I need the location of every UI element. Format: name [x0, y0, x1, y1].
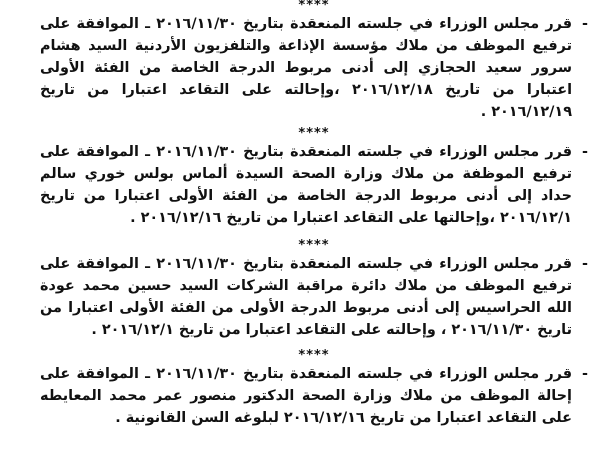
bullet-dash: -	[582, 256, 588, 272]
separator-stars: ****	[298, 238, 330, 253]
bullet-dash: -	[582, 16, 588, 32]
announcement-text: قرر مجلس الوزراء في جلسته المنعقدة بتاريخ ٢٠١٦/١١/٣٠ ـ الموافقة على ترفيع الموظفة من ملاك وزارة الصحة السيدة ألماس بولس خوري سالم حداد إلى أدنى مربوط الدرجة الخاصة من الفئة الأولى اعتبارا من تاريخ ٢٠١٦/١٢/١ ،وإحالتها على التقاعد اعتبارا من تاريخ ٢٠١٦/١٢/١٦ .	[40, 144, 572, 226]
announcement-entry-1	[40, 13, 588, 123]
bullet-dash: -	[582, 366, 588, 382]
separator-stars: ****	[298, 0, 330, 13]
bullet-dash: -	[582, 144, 588, 160]
separator-stars: ****	[298, 126, 330, 141]
announcement-text: قرر مجلس الوزراء في جلسته المنعقدة بتاريخ ٢٠١٦/١١/٣٠ ـ الموافقة على إحالة الموظف من ملاك وزارة الصحة الدكتور منصور عمر محمد المعايطه على التقاعد اعتبارا من تاريخ ٢٠١٦/١٢/١٦ لبلوغه السن القانونية .	[40, 366, 572, 426]
separator-stars: ****	[298, 348, 330, 363]
announcement-text: قرر مجلس الوزراء في جلسته المنعقدة بتاريخ ٢٠١٦/١١/٣٠ ـ الموافقة على ترفيع الموظف من ملاك مؤسسة الإذاعة والتلفزيون الأردنية السيد هشام سرور سعيد الحجازي إلى أدنى مربوط الدرجة الخاصة من الفئة الأولى اعتبارا من تاريخ ٢٠١٦/١٢/١٨ ،وإحالته على التقاعد اعتبارا من تاريخ ٢٠١٦/١٢/١٩ .	[40, 16, 573, 120]
announcement-entry-4	[40, 363, 588, 429]
announcement-text: قرر مجلس الوزراء في جلسته المنعقدة بتاريخ ٢٠١٦/١١/٣٠ ـ الموافقة على ترفيع الموظف من ملاك دائرة مراقبة الشركات السيد حسين محمد عودة الله الحراسيس إلى أدنى مربوط الدرجة الأولى من الفئة الأولى اعتبارا من تاريخ ٢٠١٦/١١/٣٠ ، وإحالته على التقاعد اعتبارا من تاريخ ٢٠١٦/١٢/١ .	[40, 256, 572, 338]
announcement-entry-2	[40, 141, 588, 229]
announcement-entry-3	[40, 253, 588, 341]
